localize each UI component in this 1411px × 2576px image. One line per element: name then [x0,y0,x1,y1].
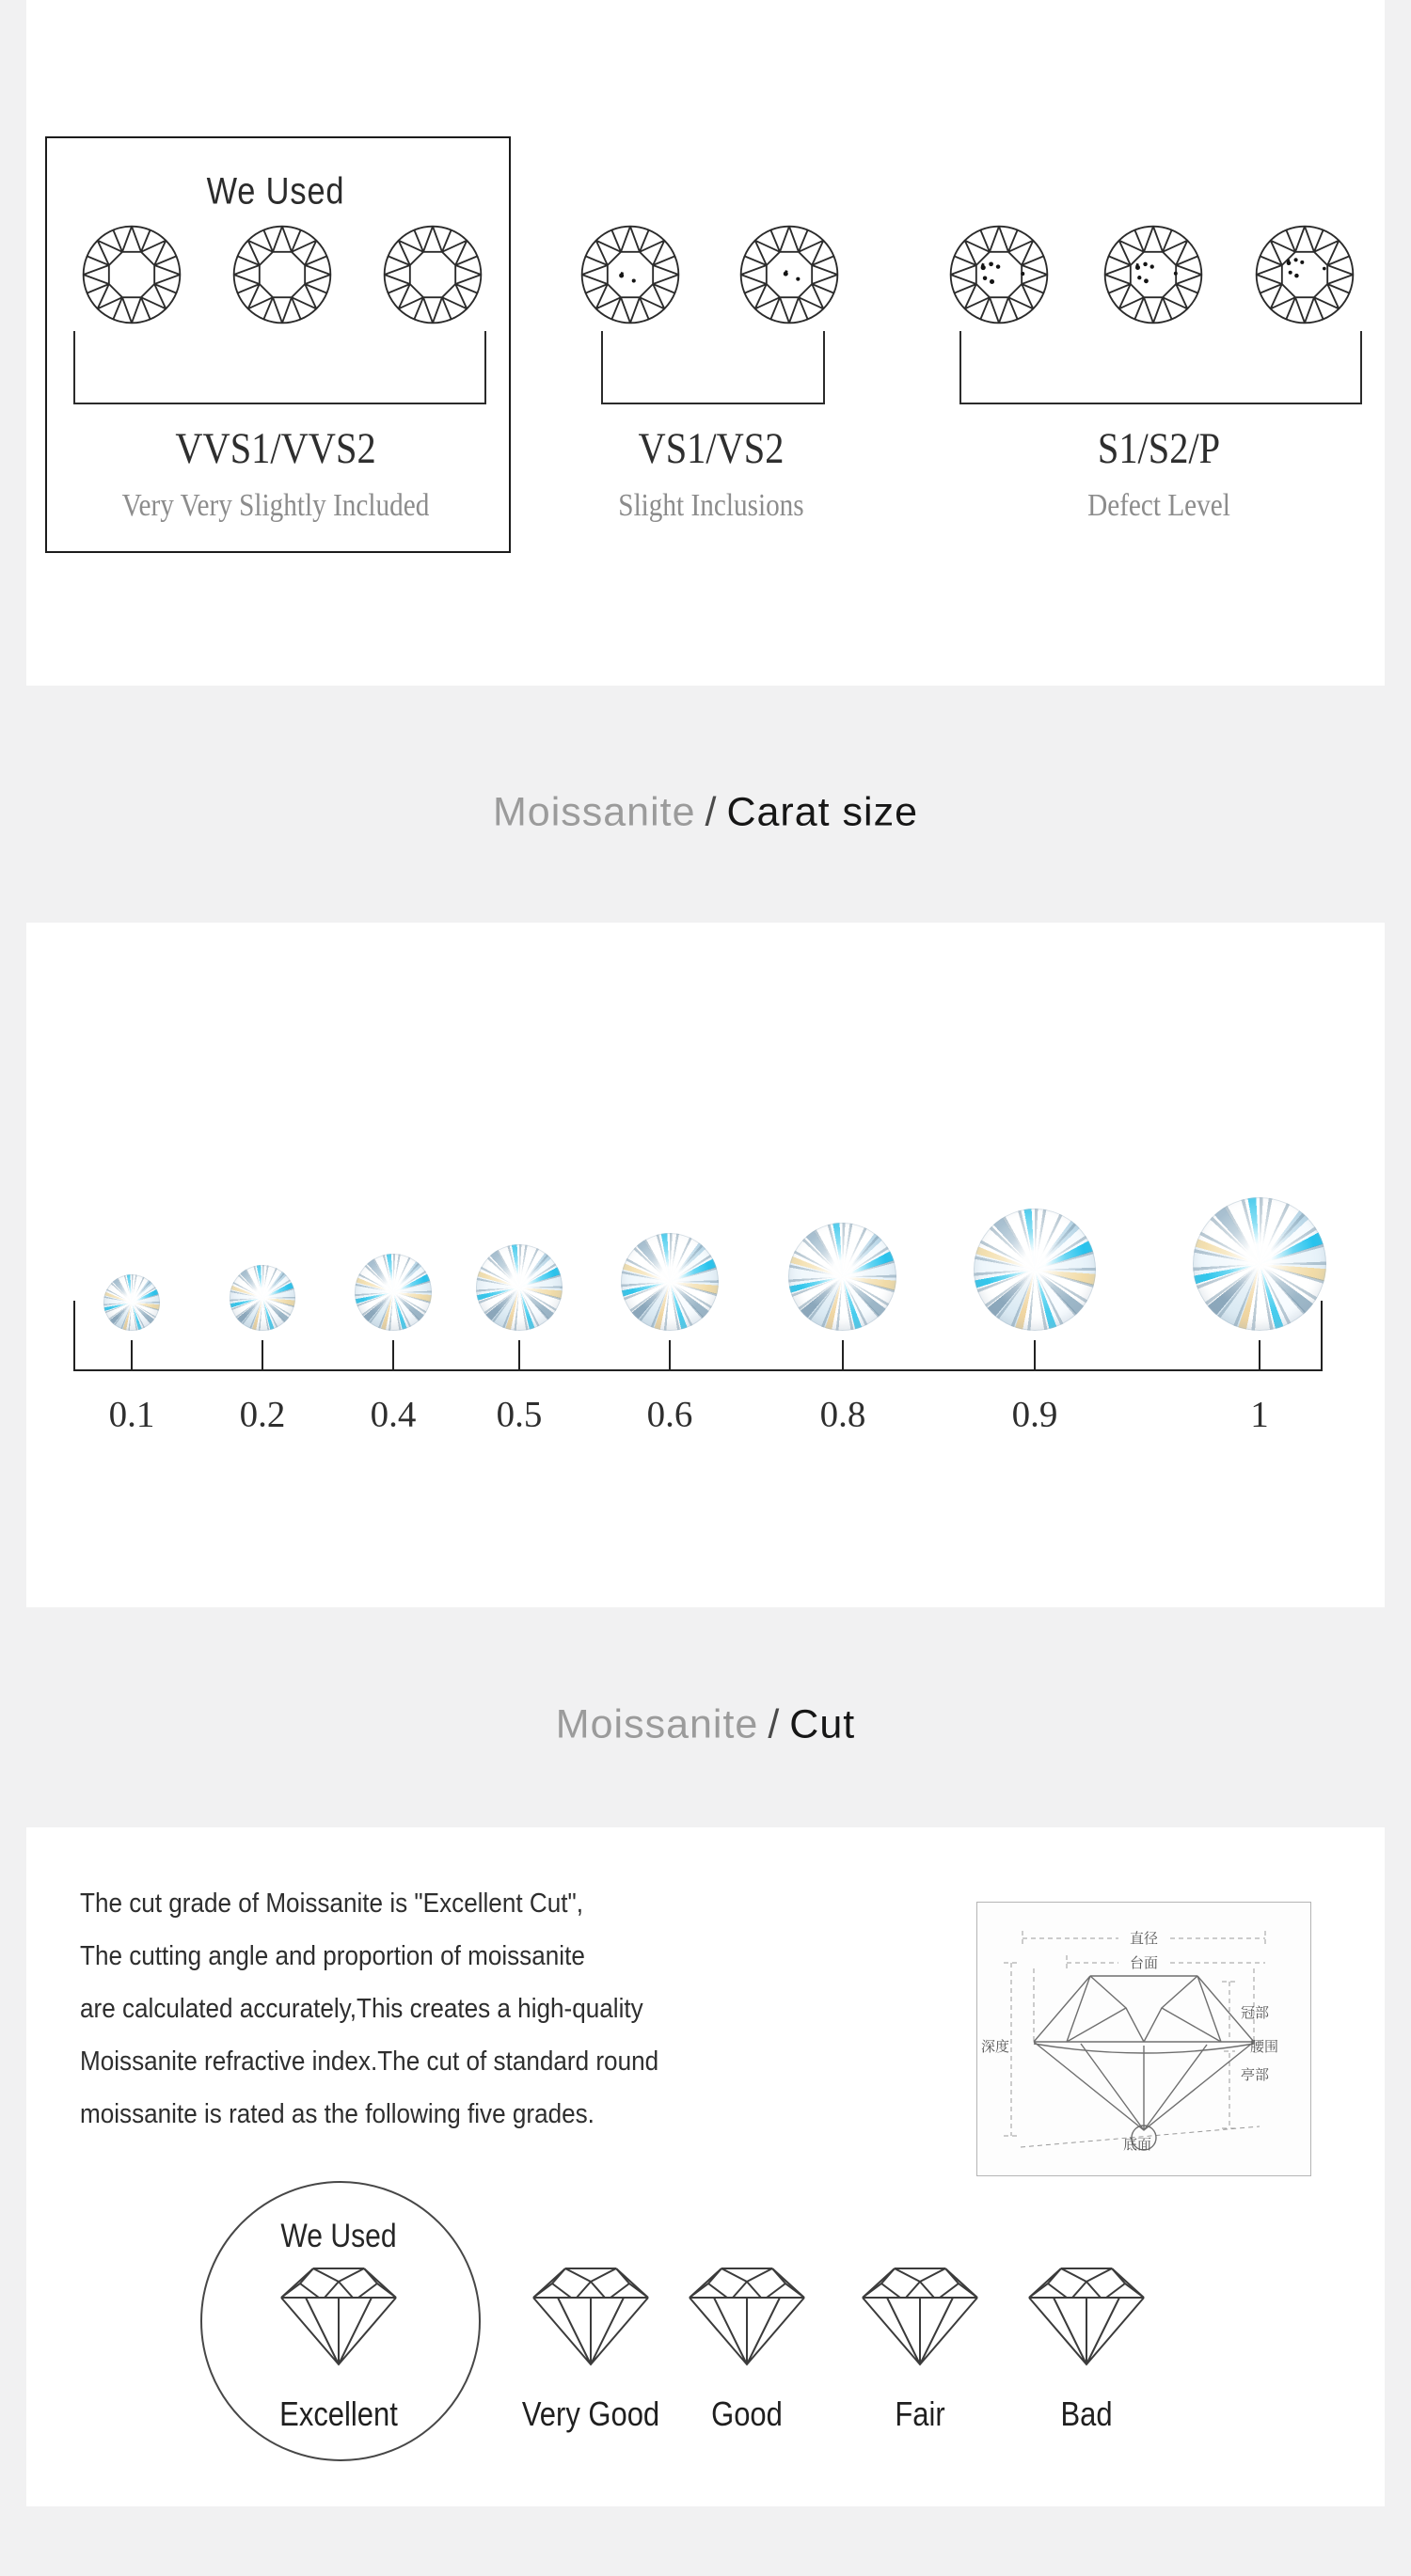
carat-label-0.6: 0.6 [646,1394,693,1435]
diagram-label-pavilion: 亭部 [1241,2067,1270,2083]
grade-desc-vvs [97,488,454,524]
cut-paragraph-line-4: Moissanite refractive index.The cut of standard round [80,2047,659,2077]
gem-photo-0.4 [355,1254,432,1331]
carat-heading-title: Carat size [726,789,919,835]
diamond-top-s-2 [1101,222,1206,327]
diamond-top-vs-1 [578,222,683,327]
bracket-s [959,331,1362,404]
cut-paragraph-line-2: The cutting angle and proportion of moissanite [80,1941,585,1971]
cut-we-used-text: We Used [280,2218,397,2254]
grade-title-vs-text: VS1/VS2 [638,424,785,473]
diagram-label-girdle: 腰围 [1250,2039,1279,2055]
carat-heading-separator: / [705,789,718,835]
diamond-top-vvs-1 [79,222,184,327]
diagram-label-crown: 冠部 [1241,2005,1270,2021]
grade-title-s [1087,423,1230,474]
cut-heading-title: Cut [789,1701,856,1747]
gem-photo-1 [1193,1197,1326,1331]
gem-photo-0.8 [788,1223,896,1331]
carat-tick-0.4 [392,1340,394,1371]
diamond-side-good [686,2265,808,2368]
clarity-we-used-text: We Used [206,170,345,213]
carat-heading-prefix: Moissanite [492,789,696,835]
diamond-side-very-good [530,2265,652,2368]
grade-title-s-text: S1/S2/P [1097,424,1221,473]
cut-grade-very-good [511,2394,671,2434]
carat-tick-0.8 [842,1340,844,1371]
carat-tick-0.1 [131,1340,133,1371]
cut-grade-bad-text: Bad [1060,2394,1113,2433]
diamond-side-bad [1025,2265,1148,2368]
cut-paragraph [80,1877,722,2141]
carat-ruler-end-right [1321,1301,1323,1371]
cut-paragraph-line-5: moissanite is rated as the following five grades. [80,2099,595,2129]
diagram-label-diameter: 直径 [1129,1931,1159,1947]
cut-heading-separator: / [768,1701,781,1747]
gem-photo-0.9 [974,1209,1096,1331]
carat-label-1: 1 [1250,1394,1269,1435]
clarity-we-used-label [196,171,357,213]
grade-title-vvs-text: VVS1/VVS2 [175,424,376,473]
diamond-top-s-1 [946,222,1052,327]
cut-grade-fair [891,2394,949,2434]
carat-tick-1 [1259,1340,1260,1371]
diamond-top-vs-2 [737,222,842,327]
cut-grade-very-good-text: Very Good [521,2394,660,2433]
carat-tick-0.6 [669,1340,671,1371]
diamond-side-excellent [277,2265,400,2368]
gem-photo-0.1 [103,1274,160,1331]
gem-photo-0.5 [476,1244,563,1331]
diagram-label-table: 台面 [1129,1955,1159,1971]
diamond-side-fair [859,2265,981,2368]
grade-title-vvs [159,423,392,474]
cut-heading [556,1702,855,1748]
cut-grade-excellent [270,2394,407,2434]
grade-desc-vvs-text: Very Very Slightly Included [121,488,430,523]
diagram-label-depth: 深度 [981,2039,1010,2055]
carat-heading [493,790,918,836]
cut-heading-prefix: Moissanite [555,1701,759,1747]
bracket-vs [601,331,825,404]
diagram-label-culet: 底面 [1122,2137,1152,2153]
grade-title-vs [626,423,796,474]
cut-we-used-label [271,2218,405,2255]
carat-label-0.1: 0.1 [108,1394,155,1435]
carat-label-0.8: 0.8 [819,1394,866,1435]
carat-ruler-end-left [73,1301,75,1371]
cut-paragraph-line-1: The cut grade of Moissanite is "Excellent Cut", [80,1889,583,1919]
diamond-top-vvs-3 [380,222,485,327]
cut-diagram-box [976,1902,1311,2176]
diamond-top-s-3 [1252,222,1357,327]
diamond-top-vvs-2 [230,222,335,327]
cut-grade-good-text: Good [711,2394,783,2433]
carat-tick-0.2 [262,1340,263,1371]
cut-grade-excellent-text: Excellent [279,2394,398,2433]
cut-grade-good [706,2394,788,2434]
gem-photo-0.6 [621,1233,719,1331]
cut-paragraph-line-3: are calculated accurately,This creates a high-quality [80,1994,643,2024]
carat-tick-0.9 [1034,1340,1036,1371]
gem-photo-0.2 [230,1265,295,1331]
grade-desc-s [1076,488,1243,524]
cut-grade-fair-text: Fair [895,2394,945,2433]
grade-desc-vs-text: Slight Inclusions [618,488,804,523]
carat-label-0.5: 0.5 [496,1394,543,1435]
carat-tick-0.5 [518,1340,520,1371]
grade-desc-vs [603,488,819,524]
carat-label-0.9: 0.9 [1011,1394,1058,1435]
carat-label-0.2: 0.2 [239,1394,286,1435]
cut-grade-bad [1056,2394,1117,2434]
carat-label-0.4: 0.4 [370,1394,417,1435]
bracket-vvs [73,331,486,404]
grade-desc-s-text: Defect Level [1087,488,1230,523]
cut-diagram-sketch [977,1903,1310,2175]
